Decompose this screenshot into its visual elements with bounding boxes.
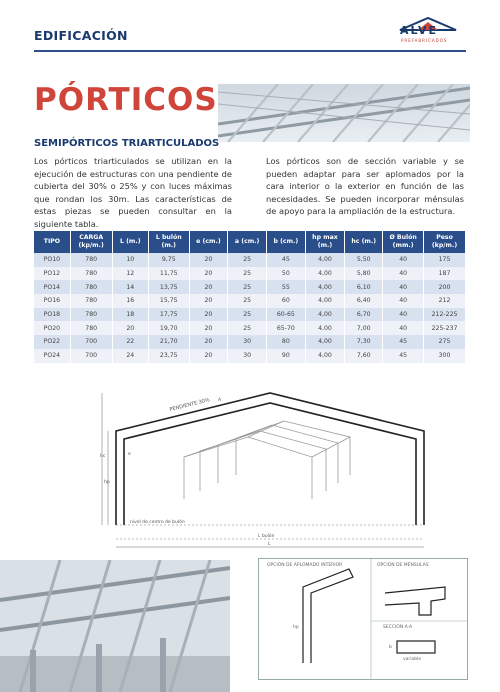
table-cell: 25 bbox=[228, 294, 267, 308]
table-cell: 40 bbox=[383, 308, 424, 322]
table-cell: 45 bbox=[267, 253, 306, 267]
table-cell: 40 bbox=[383, 267, 424, 281]
hc-label: hc bbox=[100, 454, 106, 459]
table-cell: 40 bbox=[383, 253, 424, 267]
table-cell: 21,70 bbox=[148, 335, 189, 349]
span-label: L bbox=[268, 542, 271, 547]
table-cell: 20 bbox=[189, 253, 228, 267]
table-cell: 20 bbox=[189, 267, 228, 281]
level-label: nivel de centro de bulón bbox=[130, 520, 185, 525]
table-cell: 200 bbox=[424, 280, 466, 294]
table-cell: 780 bbox=[70, 267, 112, 281]
table-cell: 700 bbox=[70, 335, 112, 349]
table-cell: 13,75 bbox=[148, 280, 189, 294]
table-cell: 20 bbox=[189, 335, 228, 349]
table-cell: 780 bbox=[70, 280, 112, 294]
table-cell: 45 bbox=[383, 349, 424, 363]
intro-paragraph-left: Los pórticos triarticulados se utilizan en la ejecución de estructuras con una pendiente de cubierta del 30% o 25% y con luces máximas que rondan los 30m. Las características de estas piezas se pueden consultar en la siguiente tabla. bbox=[34, 156, 232, 229]
intro-paragraph-right: Los pórticos son de sección variable y se pueden adaptar para ser aplomados por la cara interior o la exterior en función de las necesidades. Se pueden incorporar ménsulas de apoyo para la ampliación de la estructura. bbox=[266, 156, 464, 217]
table-row bbox=[34, 280, 466, 294]
table-cell: 20 bbox=[189, 321, 228, 335]
table-cell: 22 bbox=[112, 335, 148, 349]
table-cell: 4,00 bbox=[305, 321, 345, 335]
variable-label: variable bbox=[403, 657, 422, 662]
specs-table bbox=[34, 231, 466, 363]
structure-photo bbox=[0, 560, 230, 692]
table-cell: PO22 bbox=[34, 335, 70, 349]
detail-panel bbox=[258, 558, 468, 680]
portal-frame-drawing bbox=[100, 383, 440, 553]
table-cell: 6,70 bbox=[345, 308, 383, 322]
plumb-option-label: OPCIÓN DE APLOMADO INTERIOR bbox=[267, 563, 343, 568]
table-cell: 780 bbox=[70, 308, 112, 322]
col-header: CARGA (kp/m.) bbox=[70, 231, 112, 253]
table-cell: 187 bbox=[424, 267, 466, 281]
table-cell: 175 bbox=[424, 253, 466, 267]
table-cell: 20 bbox=[189, 294, 228, 308]
table-cell: 275 bbox=[424, 335, 466, 349]
slope-label: PENDIENTE 30% bbox=[169, 397, 211, 413]
table-cell: 4,00 bbox=[305, 253, 345, 267]
table-cell: PO18 bbox=[34, 308, 70, 322]
table-cell: 9,75 bbox=[148, 253, 189, 267]
table-cell: 225-237 bbox=[424, 321, 466, 335]
table-cell: 40 bbox=[383, 294, 424, 308]
table-cell: 60 bbox=[267, 294, 306, 308]
header-divider bbox=[34, 50, 466, 52]
table-cell: PO10 bbox=[34, 253, 70, 267]
table-row bbox=[34, 267, 466, 281]
thickness-label: e bbox=[128, 452, 131, 457]
roof-structure-photo bbox=[218, 84, 470, 142]
table-cell: 7,00 bbox=[345, 321, 383, 335]
table-cell: 20 bbox=[189, 280, 228, 294]
table-cell: 4,00 bbox=[305, 294, 345, 308]
col-header: L bulón (m.) bbox=[148, 231, 189, 253]
table-cell: 7,60 bbox=[345, 349, 383, 363]
table-cell: 19,70 bbox=[148, 321, 189, 335]
table-cell: 65-70 bbox=[267, 321, 306, 335]
section-label: EDIFICACIÓN bbox=[34, 28, 128, 43]
col-header: b (cm.) bbox=[267, 231, 306, 253]
table-cell: 40 bbox=[383, 321, 424, 335]
table-cell: 780 bbox=[70, 253, 112, 267]
table-cell: 6,40 bbox=[345, 294, 383, 308]
col-header: Peso (kp/m.) bbox=[424, 231, 466, 253]
bracket-option-label: OPCIÓN DE MÉNSULAS bbox=[377, 563, 429, 568]
table-cell: 16 bbox=[112, 294, 148, 308]
page-title: PÓRTICOS bbox=[34, 82, 218, 118]
table-cell: 5,50 bbox=[345, 253, 383, 267]
table-cell: 50 bbox=[267, 267, 306, 281]
table-row bbox=[34, 294, 466, 308]
col-header: TIPO bbox=[34, 231, 70, 253]
table-cell: 30 bbox=[228, 349, 267, 363]
table-cell: 212 bbox=[424, 294, 466, 308]
detail-b-label: b bbox=[389, 645, 392, 650]
table-cell: 30 bbox=[228, 335, 267, 349]
table-cell: 14 bbox=[112, 280, 148, 294]
lbulon-label: L bulón bbox=[258, 534, 275, 539]
table-cell: 25 bbox=[228, 321, 267, 335]
table-cell: 700 bbox=[70, 349, 112, 363]
col-header: e (cm.) bbox=[189, 231, 228, 253]
table-cell: 300 bbox=[424, 349, 466, 363]
table-cell: 4,00 bbox=[305, 335, 345, 349]
table-cell: 80 bbox=[267, 335, 306, 349]
table-cell: 25 bbox=[228, 308, 267, 322]
logo-subtitle: PREFABRICADOS bbox=[401, 38, 448, 43]
table-cell: 212-225 bbox=[424, 308, 466, 322]
table-cell: 11,75 bbox=[148, 267, 189, 281]
col-header: Ø Bulón (mm.) bbox=[383, 231, 424, 253]
table-cell: 18 bbox=[112, 308, 148, 322]
table-cell: 4,00 bbox=[305, 267, 345, 281]
table-cell: 10 bbox=[112, 253, 148, 267]
table-cell: 17,75 bbox=[148, 308, 189, 322]
table-cell: 25 bbox=[228, 267, 267, 281]
table-cell: 4,00 bbox=[305, 280, 345, 294]
table-cell: 15,75 bbox=[148, 294, 189, 308]
table-cell: PO20 bbox=[34, 321, 70, 335]
table-cell: 780 bbox=[70, 321, 112, 335]
table-cell: 7,30 bbox=[345, 335, 383, 349]
table-cell: 6,10 bbox=[345, 280, 383, 294]
table-row bbox=[34, 335, 466, 349]
table-cell: 20 bbox=[189, 308, 228, 322]
detail-hp-label: hp bbox=[293, 625, 299, 630]
table-cell: 25 bbox=[228, 280, 267, 294]
table-cell: 24 bbox=[112, 349, 148, 363]
table-cell: 5,80 bbox=[345, 267, 383, 281]
table-cell: PO12 bbox=[34, 267, 70, 281]
col-header: a (cm.) bbox=[228, 231, 267, 253]
table-row bbox=[34, 349, 466, 363]
hp-label: hp bbox=[104, 480, 110, 485]
table-row bbox=[34, 253, 466, 267]
table-row bbox=[34, 321, 466, 335]
col-header: hc (m.) bbox=[345, 231, 383, 253]
table-cell: PO24 bbox=[34, 349, 70, 363]
logo-name: ALVE bbox=[400, 24, 439, 37]
table-row bbox=[34, 308, 466, 322]
section-aa-label: SECCIÓN A-A bbox=[383, 625, 413, 630]
table-cell: 20 bbox=[189, 349, 228, 363]
table-cell: 20 bbox=[112, 321, 148, 335]
section-marker: A bbox=[218, 398, 222, 403]
table-cell: PO14 bbox=[34, 280, 70, 294]
table-cell: 780 bbox=[70, 294, 112, 308]
table-cell: 40 bbox=[383, 280, 424, 294]
table-cell: PO16 bbox=[34, 294, 70, 308]
col-header: L (m.) bbox=[112, 231, 148, 253]
table-cell: 25 bbox=[228, 253, 267, 267]
table-cell: 4,00 bbox=[305, 308, 345, 322]
table-cell: 12 bbox=[112, 267, 148, 281]
section-subtitle: SEMIPÓRTICOS TRIARTICULADOS bbox=[34, 138, 220, 149]
table-header-row bbox=[34, 231, 466, 253]
table-cell: 55 bbox=[267, 280, 306, 294]
table-cell: 45 bbox=[383, 335, 424, 349]
table-cell: 90 bbox=[267, 349, 306, 363]
table-cell: 4,00 bbox=[305, 349, 345, 363]
table-cell: 60-65 bbox=[267, 308, 306, 322]
table-cell: 23,75 bbox=[148, 349, 189, 363]
col-header: hp max (m.) bbox=[305, 231, 345, 253]
